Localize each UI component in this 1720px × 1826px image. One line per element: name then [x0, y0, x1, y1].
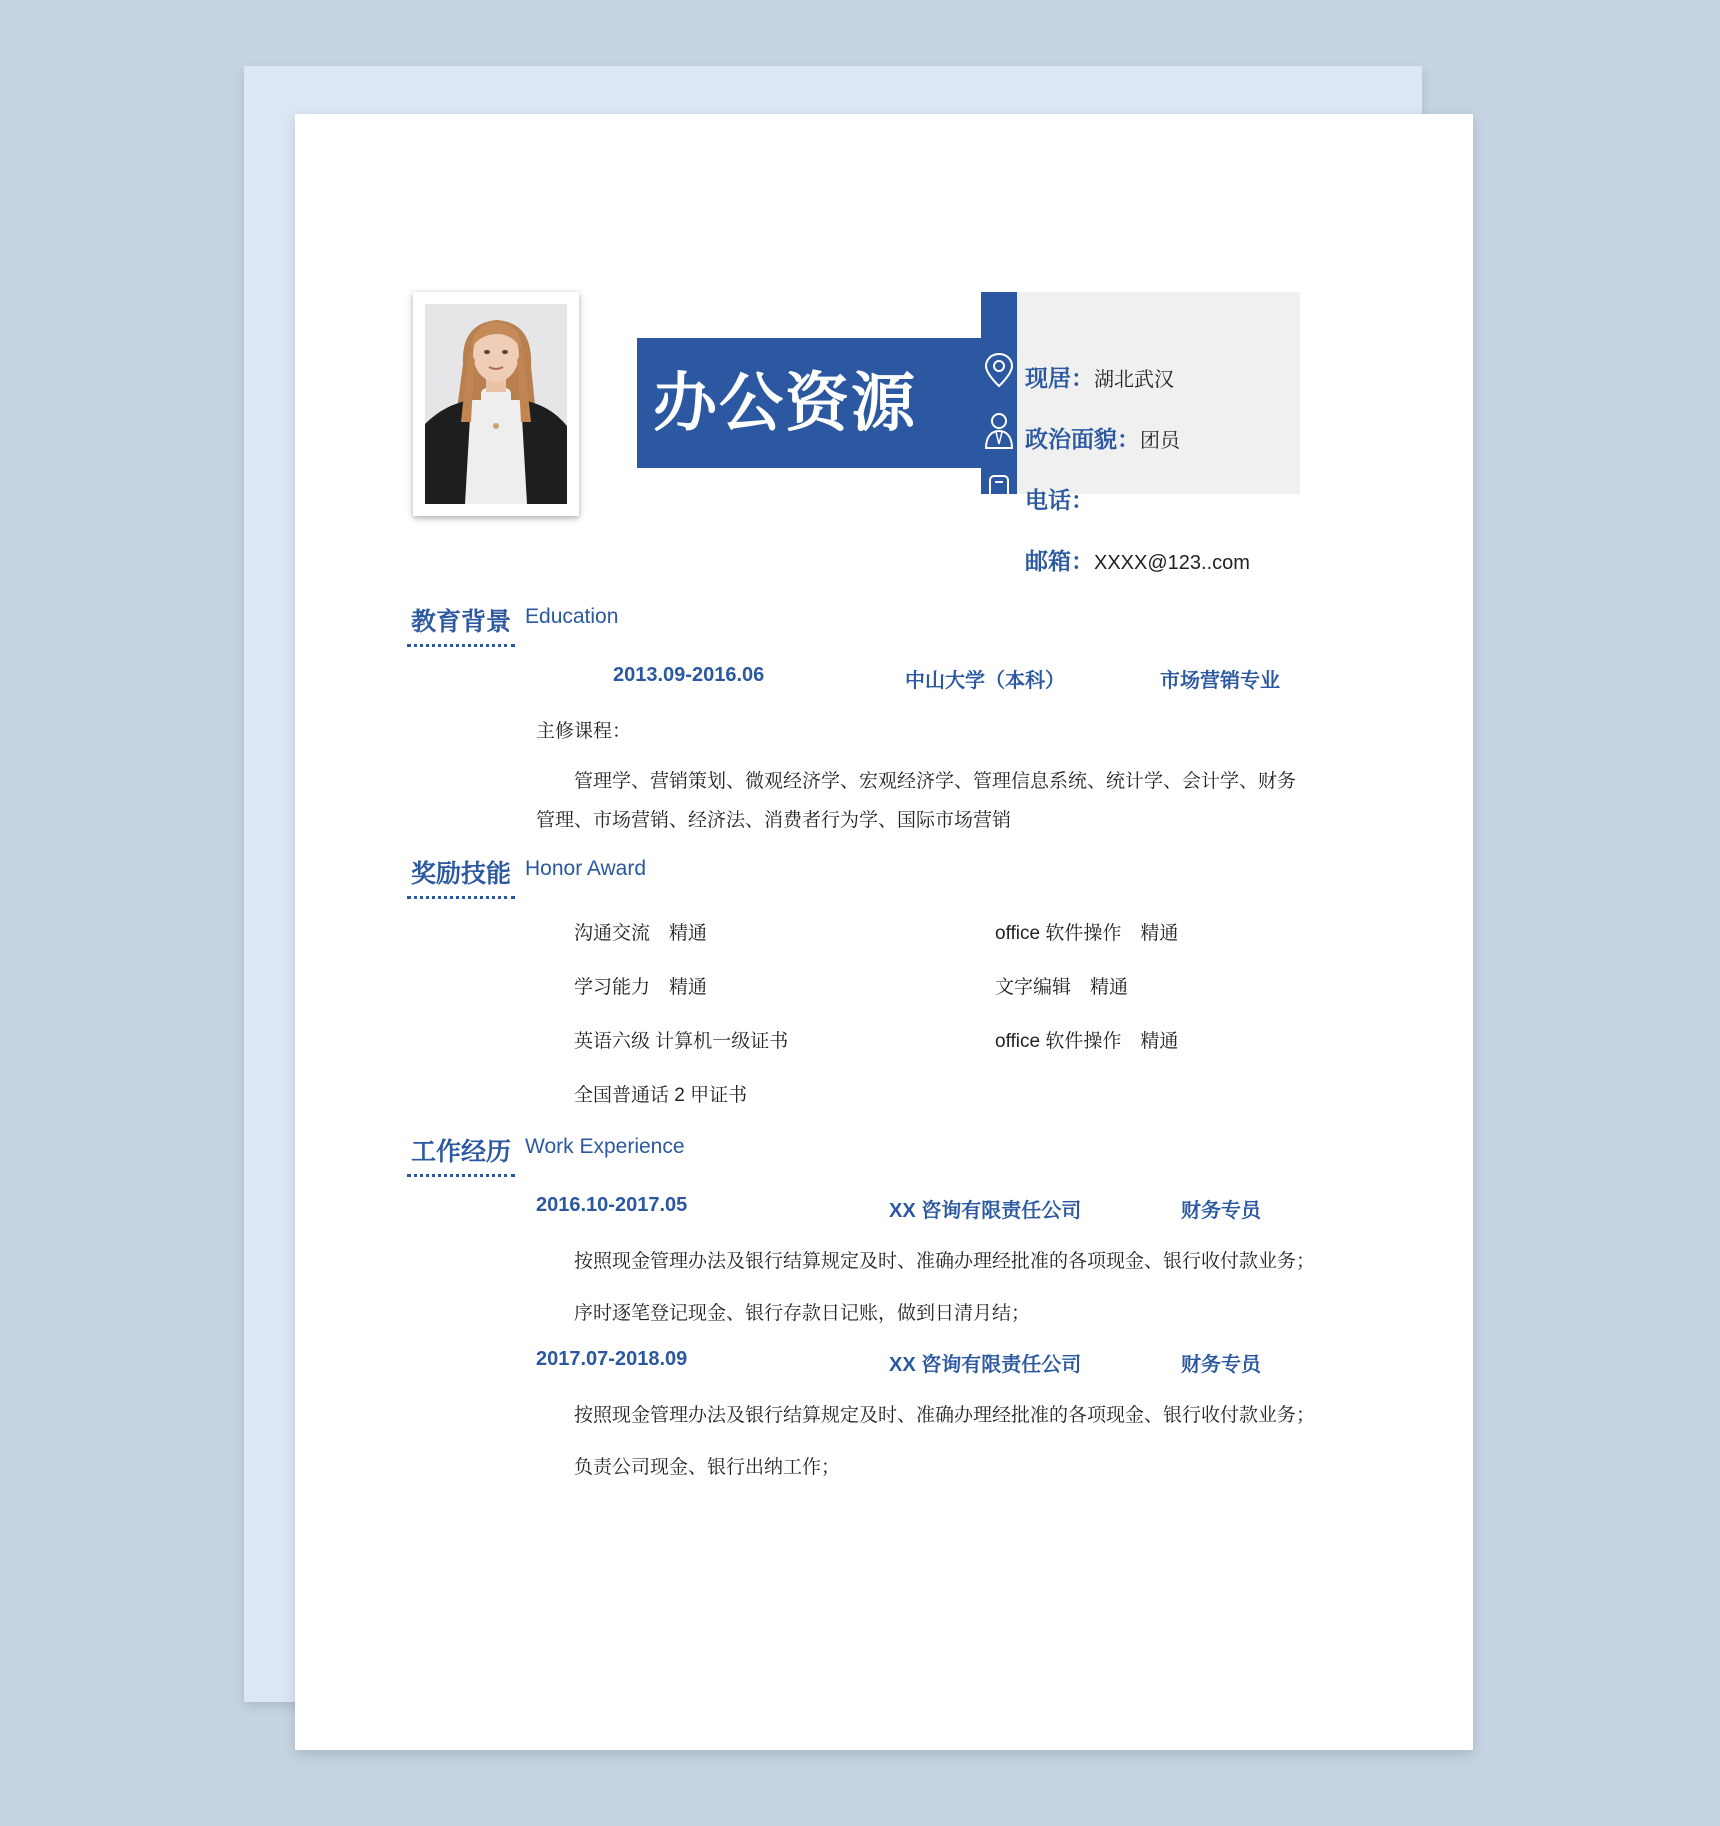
education-period: 2013.09-2016.06 [613, 664, 765, 686]
job-role: 财务专员 [1181, 1354, 1261, 1376]
skills-title-en: Honor Award [525, 857, 647, 880]
info-icon-strip [981, 292, 1017, 494]
email-row [1025, 543, 1250, 573]
political-row [1025, 421, 1180, 451]
job-period: 2017.07-2018.09 [536, 1348, 688, 1370]
name-banner [637, 338, 989, 468]
skill-item: office 软件操作 精通 [995, 923, 1179, 944]
work-section-header [407, 1132, 685, 1176]
skill-item: 沟通交流 精通 [574, 923, 708, 944]
skill-item: office 软件操作 精通 [995, 1031, 1179, 1052]
work-title: 工作经历 [407, 1132, 515, 1177]
info-panel-background [1015, 292, 1300, 494]
location-icon [981, 350, 1017, 390]
education-school: 中山大学（本科） [905, 670, 1065, 692]
courses-line-2: 管理、市场营销、经济法、消费者行为学、国际市场营销 [536, 810, 1012, 831]
email-value: XXXX@123..com [1094, 552, 1250, 574]
job-duty: 按照现金管理办法及银行结算规定及时、准确办理经批准的各项现金、银行收付款业务； [574, 1251, 1316, 1272]
email-label: 邮箱： [1025, 548, 1094, 574]
job-duty: 序时逐笔登记现金、银行存款日记账，做到日清月结； [574, 1303, 1031, 1324]
job-duty: 负责公司现金、银行出纳工作； [574, 1457, 841, 1478]
job-role: 财务专员 [1181, 1200, 1261, 1222]
phone-label: 电话： [1025, 487, 1094, 513]
job-company: XX 咨询有限责任公司 [889, 1200, 1082, 1222]
skills-title: 奖励技能 [407, 854, 515, 899]
job-period: 2016.10-2017.05 [536, 1194, 688, 1216]
work-title-en: Work Experience [525, 1135, 685, 1158]
candidate-name: 办公资源 [653, 367, 917, 439]
residence-row [1025, 360, 1174, 390]
resume-page [295, 114, 1473, 1750]
portrait-image [425, 304, 567, 504]
skill-item: 全国普通话 2 甲证书 [574, 1085, 748, 1106]
courses-line-1: 管理学、营销策划、微观经济学、宏观经济学、管理信息系统、统计学、会计学、财务 [574, 771, 1297, 792]
skill-item: 英语六级 计算机一级证书 [574, 1031, 789, 1052]
residence-label: 现居： [1025, 365, 1094, 391]
courses-label: 主修课程： [536, 721, 632, 742]
education-title: 教育背景 [407, 602, 515, 647]
profile-photo [425, 304, 567, 504]
skill-item: 文字编辑 精通 [995, 977, 1129, 998]
skills-section-header [407, 854, 646, 898]
profile-photo-frame [413, 292, 579, 516]
education-title-en: Education [525, 605, 619, 628]
person-icon [981, 410, 1017, 450]
residence-value: 湖北武汉 [1094, 369, 1174, 391]
education-section-header [407, 602, 618, 646]
political-value: 团员 [1140, 430, 1180, 452]
phone-row [1025, 482, 1094, 512]
political-label: 政治面貌： [1025, 426, 1140, 452]
skill-item: 学习能力 精通 [574, 977, 708, 998]
phone-icon [981, 470, 1017, 494]
education-major: 市场营销专业 [1160, 670, 1280, 692]
job-duty: 按照现金管理办法及银行结算规定及时、准确办理经批准的各项现金、银行收付款业务； [574, 1405, 1316, 1426]
job-company: XX 咨询有限责任公司 [889, 1354, 1082, 1376]
